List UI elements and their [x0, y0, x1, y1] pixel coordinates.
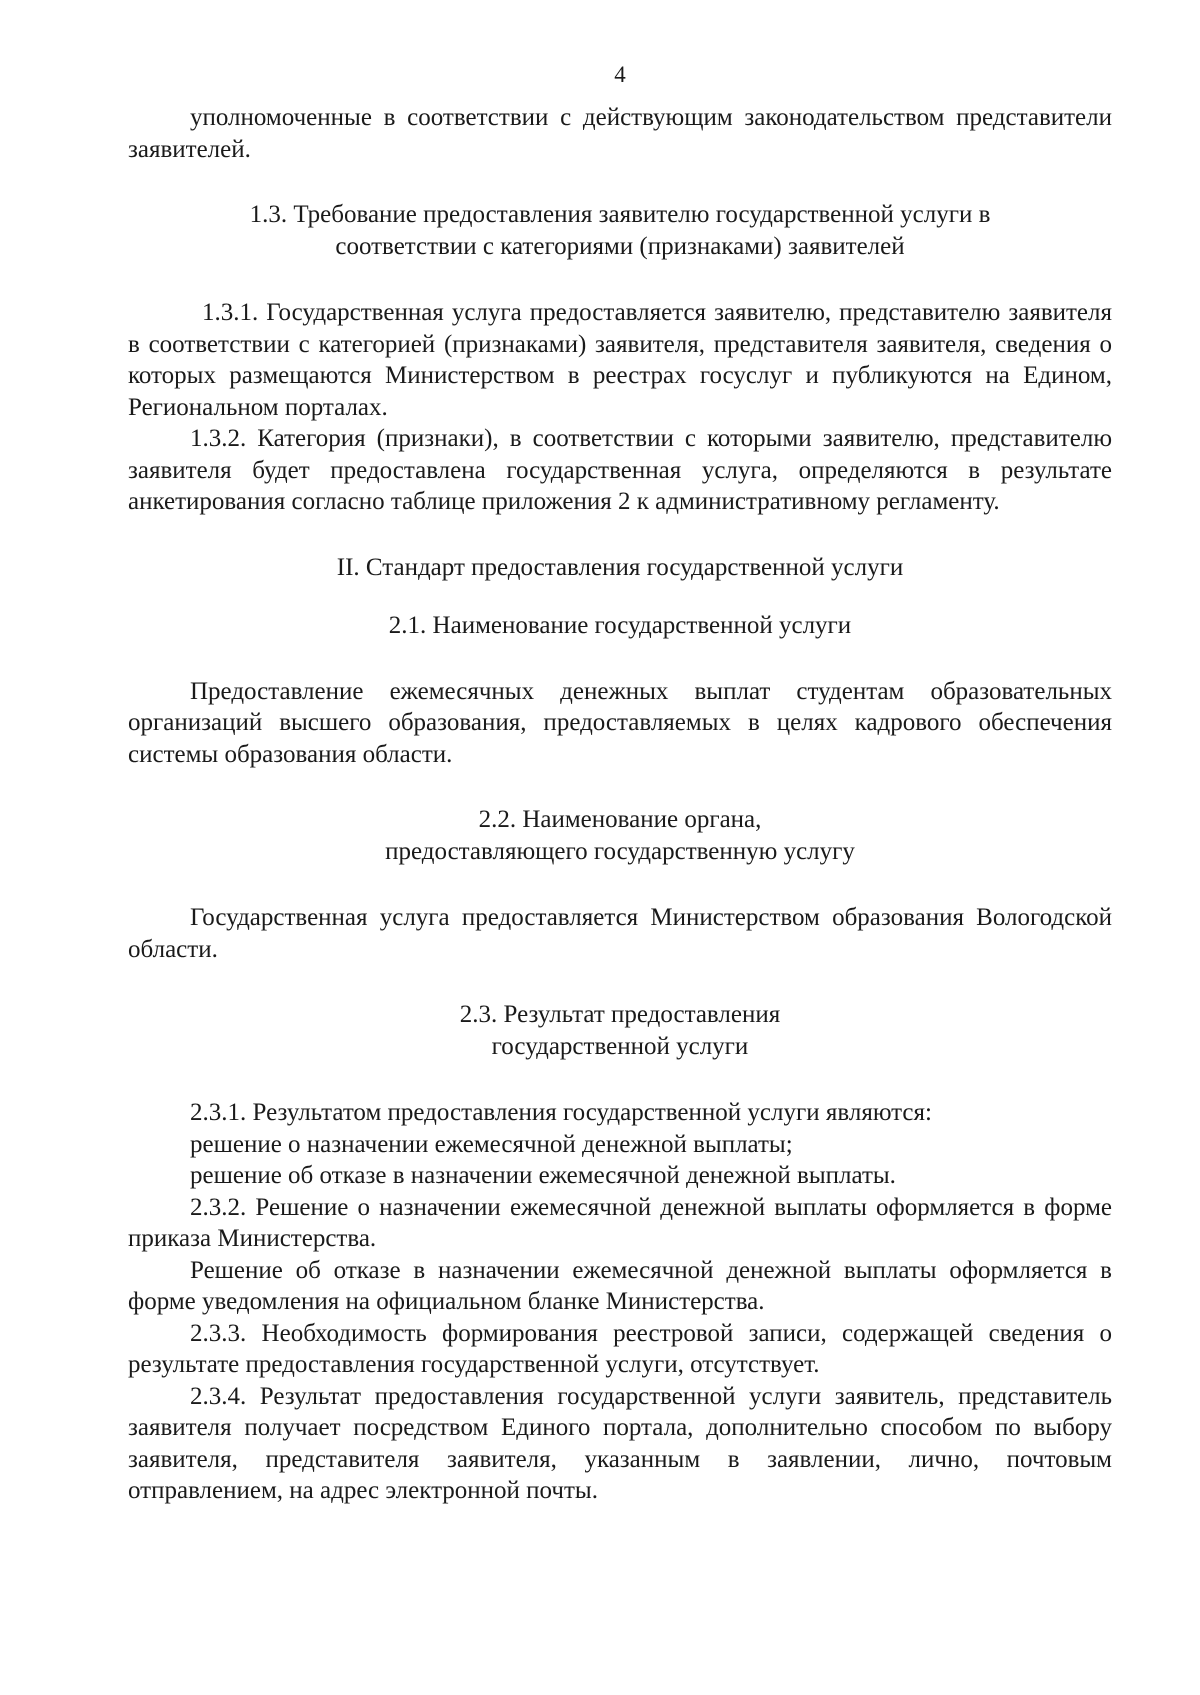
heading-line: государственной услуги: [491, 1033, 749, 1060]
section-2-1-text: Предоставление ежемесячных денежных выплат студентам образовательных организаций высшего образования, предоставляемых в целях кадрового обеспечения системы образования области.: [128, 677, 1112, 768]
heading-line: 2.2. Наименование органа,: [478, 806, 762, 833]
section-2-heading: II. Стандарт предоставления государственной услуги: [336, 553, 904, 581]
paragraph-2-3-1: 2.3.1. Результатом предоставления государственной услуги являются:: [190, 1099, 932, 1126]
heading-line: соответствии с категориями (признаками) заявителей: [335, 233, 905, 260]
section-2-2-heading: [128, 804, 1112, 868]
result-item: решение о назначении ежемесячной денежной выплаты;: [190, 1130, 793, 1158]
heading-line: 2.3. Результат предоставления: [459, 1001, 781, 1028]
intro-paragraph: уполномоченные в соответствии с действующим законодательством представители заявителей.: [128, 104, 1112, 163]
paragraph-1-3-1: 1.3.1. Государственная услуга предоставляется заявителю, представителю заявителя в соответствии с категорией (признаками) заявителя, представителя заявителя, сведения о которых размещаются Министерством в реестрах госуслуг и публикуются на Едином, Региональном порталах.: [128, 299, 1112, 421]
paragraph-2-3-2: 2.3.2. Решение о назначении ежемесячной денежной выплаты оформляется в форме приказа Министерства.: [128, 1193, 1112, 1252]
section-2-3-heading: [128, 999, 1112, 1063]
heading-line: 1.3. Требование предоставления заявителю государственной услуги в: [249, 201, 991, 228]
heading-line: предоставляющего государственную услугу: [385, 838, 855, 865]
paragraph-refusal: Решение об отказе в назначении ежемесячной денежной выплаты оформляется в форме уведомления на официальном бланке Министерства.: [128, 1256, 1112, 1315]
paragraph-1-3-2: 1.3.2. Категория (признаки), в соответствии с которыми заявителю, представителю заявителя будет предоставлена государственная услуга, определяются в результате анкетирования согласно таблице приложения 2 к административному регламенту.: [128, 425, 1112, 515]
paragraph-2-3-4: 2.3.4. Результат предоставления государственной услуги заявитель, представитель заявителя получает посредством Единого портала, дополнительно способом по выбору заявителя, представителя заявителя, указанным в заявлении, лично, почтовым отправлением, на адрес электронной почты.: [128, 1382, 1112, 1504]
section-2-1-heading: 2.1. Наименование государственной услуги: [388, 611, 852, 639]
section-2-2-text: Государственная услуга предоставляется Министерством образования Вологодской области.: [128, 904, 1112, 963]
paragraph-2-3-3: 2.3.3. Необходимость формирования реестровой записи, содержащей сведения о результате предоставления государственной услуги, отсутствует.: [128, 1319, 1112, 1378]
section-1-3-heading: [128, 199, 1112, 263]
page-number: 4: [614, 62, 626, 87]
result-item: решение об отказе в назначении ежемесячной денежной выплаты.: [190, 1162, 896, 1189]
